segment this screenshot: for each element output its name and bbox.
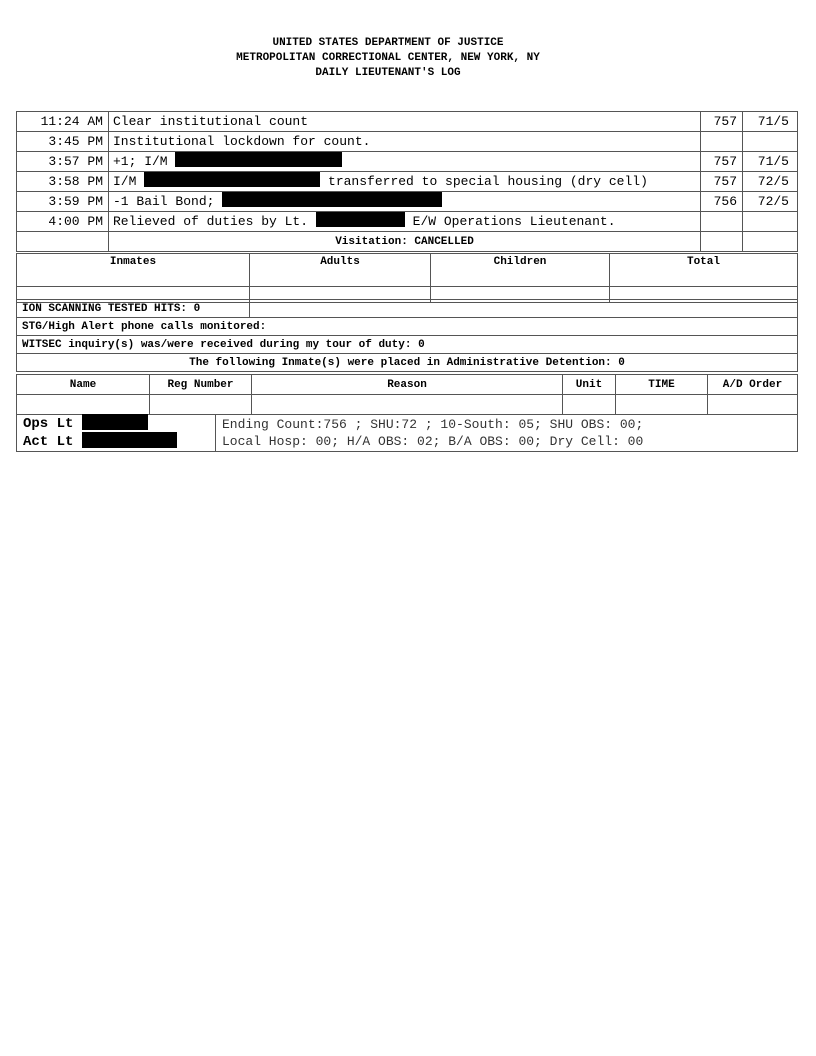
log-count: 757 <box>701 112 743 132</box>
unit-header: Unit <box>563 375 616 395</box>
log-count: 757 <box>701 172 743 192</box>
log-row <box>17 172 798 192</box>
log-time: 3:45 PM <box>17 132 109 152</box>
visitation-row <box>17 232 798 252</box>
log-table <box>16 111 798 252</box>
log-count <box>701 232 743 252</box>
redaction-block <box>144 172 320 187</box>
log-entry <box>109 132 701 152</box>
log-time: 3:58 PM <box>17 172 109 192</box>
log-shu <box>743 132 798 152</box>
counts-line-1: Ending Count:756 ; SHU:72 ; 10-South: 05; SHU OBS: 00; <box>222 417 644 432</box>
log-shu <box>743 212 798 232</box>
inmates-header: Inmates <box>17 254 250 287</box>
log-entry-text: Institutional lockdown for count. <box>113 133 371 149</box>
log-entry-text: Clear institutional count <box>113 113 309 129</box>
log-shu: 72/5 <box>743 192 798 212</box>
reg-number-value <box>150 395 252 415</box>
log-row <box>17 112 798 132</box>
log-entry-text: I/M <box>113 173 137 189</box>
log-entry-text-continued: transferred to special housing (dry cell) <box>328 173 648 189</box>
log-time: 11:24 AM <box>17 112 109 132</box>
time-header: TIME <box>616 375 708 395</box>
witsec-inquiry: WITSEC inquiry(s) was/were received during my tour of duty: 0 <box>17 336 798 354</box>
log-time: 3:57 PM <box>17 152 109 172</box>
agency-title: UNITED STATES DEPARTMENT OF JUSTICE <box>272 37 504 49</box>
ops-lt-label: Ops Lt <box>23 416 74 432</box>
log-entry-text-continued: E/W Operations Lieutenant. <box>412 213 616 229</box>
lieutenant-signoff <box>17 415 216 452</box>
visitation-table <box>16 253 798 303</box>
visitation-status: Visitation: CANCELLED <box>109 232 701 252</box>
ops-lt-line <box>23 415 215 433</box>
redaction-block <box>222 192 442 207</box>
reason-header: Reason <box>252 375 563 395</box>
adults-header: Adults <box>250 254 431 287</box>
log-entry-text: -1 Bail Bond; <box>113 193 215 209</box>
act-lt-label: Act Lt <box>23 434 74 450</box>
facility-title: METROPOLITAN CORRECTIONAL CENTER, NEW YORK, NY <box>236 52 540 64</box>
name-header: Name <box>17 375 150 395</box>
admin-detention-title: The following Inmate(s) were placed in Administrative Detention: 0 <box>17 354 798 372</box>
redaction-block <box>82 414 148 430</box>
ad-order-value <box>708 395 798 415</box>
log-title: DAILY LIEUTENANT'S LOG <box>315 67 461 79</box>
redaction-block <box>82 432 177 448</box>
log-count <box>701 132 743 152</box>
log-time: 4:00 PM <box>17 212 109 232</box>
log-time: 3:59 PM <box>17 192 109 212</box>
log-entry <box>109 172 701 192</box>
stg-calls: STG/High Alert phone calls monitored: <box>17 318 798 336</box>
time-value <box>616 395 708 415</box>
log-entry <box>109 112 701 132</box>
log-entry <box>109 192 701 212</box>
visitation-blank <box>17 232 109 252</box>
log-entry-text: Relieved of duties by Lt. <box>113 213 309 229</box>
log-count <box>701 212 743 232</box>
ending-counts <box>216 415 798 452</box>
children-header: Children <box>431 254 610 287</box>
reason-value <box>252 395 563 415</box>
log-row <box>17 192 798 212</box>
ion-scanning: ION SCANNING TESTED HITS: 0 <box>17 300 250 318</box>
log-shu <box>743 232 798 252</box>
total-header: Total <box>610 254 798 287</box>
log-count: 757 <box>701 152 743 172</box>
log-shu: 71/5 <box>743 152 798 172</box>
counts-line-2: Local Hosp: 00; H/A OBS: 02; B/A OBS: 00; Dry Cell: 00 <box>222 434 644 449</box>
ion-scanning-notes <box>250 300 798 318</box>
log-entry-text: +1; I/M <box>113 153 168 169</box>
log-row <box>17 132 798 152</box>
log-shu: 72/5 <box>743 172 798 192</box>
ad-order-header: A/D Order <box>708 375 798 395</box>
name-value <box>17 395 150 415</box>
admin-detention-table <box>16 374 798 415</box>
security-checks-table <box>16 299 798 372</box>
log-entry <box>109 152 701 172</box>
reg-number-header: Reg Number <box>150 375 252 395</box>
log-row <box>17 152 798 172</box>
redaction-block <box>175 152 342 167</box>
act-lt-line <box>23 433 215 451</box>
unit-value <box>563 395 616 415</box>
signoff-table <box>16 414 798 452</box>
log-shu: 71/5 <box>743 112 798 132</box>
log-entry <box>109 212 701 232</box>
redaction-block <box>316 212 405 227</box>
log-count: 756 <box>701 192 743 212</box>
log-row <box>17 212 798 232</box>
